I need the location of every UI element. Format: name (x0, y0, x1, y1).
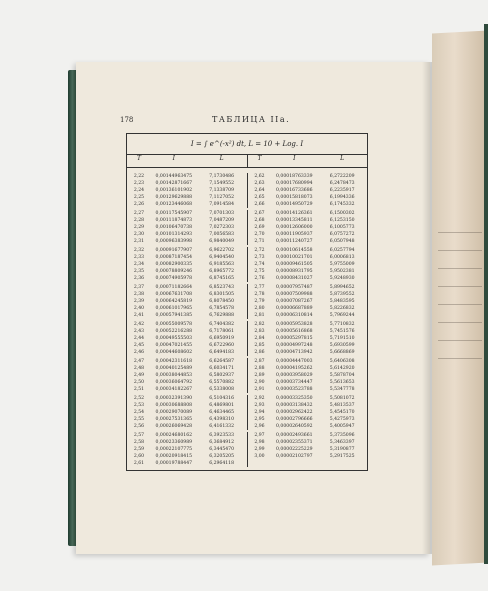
table-cell: 2,29 (133, 225, 145, 230)
table-cell: 6,4161332 (209, 424, 235, 429)
table-cell: 2,66 (247, 201, 272, 208)
table-cell: 2,78 (247, 291, 272, 298)
table-row (127, 261, 367, 268)
table-cell: 5,2917525 (329, 454, 355, 459)
table-cell: 0,00002796666 (276, 417, 313, 422)
table-cell: 0,00022107775 (155, 447, 193, 452)
table-cell: 6,3923533 (209, 433, 235, 438)
table-row (127, 210, 367, 217)
table-cell: 0,00004997248 (276, 343, 313, 348)
table-row (127, 247, 367, 254)
table-cell: 0,00018763339 (276, 174, 313, 179)
table-cell: 6,1500302 (329, 211, 355, 216)
table-cell: 5,8483595 (329, 299, 355, 304)
table-cell: 5,5878704 (329, 373, 355, 378)
table-cell: 0,00004195262 (276, 366, 313, 371)
table-cell: 2,82 (247, 321, 272, 328)
table-row (127, 284, 367, 291)
table-row (127, 349, 367, 356)
table-row (127, 395, 367, 402)
table-cell: 6,8523743 (209, 285, 235, 290)
table-cell: 0,00067631708 (155, 292, 193, 297)
table-cell: 2,71 (247, 238, 272, 245)
table-row (127, 275, 367, 282)
table-cell: 0,00036064792 (155, 380, 193, 385)
table-cell: 2,57 (133, 433, 145, 438)
table-cell: 2,43 (133, 329, 145, 334)
table-cell: 6,0757272 (329, 232, 355, 237)
column-header: T (247, 155, 272, 167)
table-cell: 0,00014126361 (276, 211, 313, 216)
table-cell: 0,00011240727 (276, 239, 313, 244)
table-cell: 7,1338709 (209, 188, 235, 193)
table-cell: 2,26 (133, 202, 145, 207)
table-row (127, 358, 367, 365)
table-row (127, 386, 367, 393)
table-cell: 5,3190877 (329, 447, 355, 452)
table-cell: 2,93 (247, 402, 272, 409)
table-cell: 0,00026069428 (155, 424, 193, 429)
table-cell: 0,00049555503 (155, 336, 193, 341)
table-cell: 0,00003734447 (276, 380, 313, 385)
table-cell: 6,2235917 (329, 188, 355, 193)
table-cell: 2,48 (133, 366, 145, 371)
table-row (127, 173, 367, 180)
table-cell: 2,45 (133, 343, 145, 348)
table-cell: 5,4005947 (329, 424, 355, 429)
table-cell: 2,74 (247, 261, 272, 268)
table-cell: 6,0006813 (329, 255, 355, 260)
table-cell: 2,64 (247, 187, 272, 194)
table-row (127, 460, 367, 467)
table-cell: 2,44 (133, 336, 145, 341)
table-cell (247, 460, 272, 467)
table-cell: 6,4398310 (209, 417, 235, 422)
table-cell: 0,00013345811 (276, 218, 313, 223)
table-cell: 0,00030688808 (155, 403, 193, 408)
table-cell: 6,6494183 (209, 350, 235, 355)
table-cell: 5,8226832 (329, 306, 355, 311)
table-cell: 2,75 (247, 268, 272, 275)
table-cell: 6,0257794 (329, 248, 355, 253)
table-cell: 2,49 (133, 373, 145, 378)
table-cell: 2,37 (133, 285, 145, 290)
table-cell: 0,00111874873 (155, 218, 193, 223)
table-cell: 7,0056583 (209, 232, 235, 237)
table-cell: 0,00015818073 (276, 195, 313, 200)
table-cell: 7,1549552 (209, 181, 235, 186)
table-cell: 2,27 (133, 211, 145, 216)
table-cell: 0,00027531365 (155, 417, 193, 422)
table-row (127, 231, 367, 238)
table-cell: 0,00012606000 (276, 225, 313, 230)
table-cell: 6,7178061 (209, 329, 235, 334)
table-cell: 2,85 (247, 342, 272, 349)
table-cell: 0,00005297815 (276, 336, 313, 341)
table-cell: 5,4545170 (329, 410, 355, 415)
table-row (127, 365, 367, 372)
table-cell: 0,00024680162 (155, 433, 193, 438)
table-cell: 2,52 (133, 396, 145, 401)
table-row (127, 402, 367, 409)
table-cell: 5,6668869 (329, 350, 355, 355)
table-cell: 0,00044608602 (155, 350, 193, 355)
table-row (127, 328, 367, 335)
table-cell: 0,00002102797 (276, 454, 313, 459)
table-cell: 2,56 (133, 424, 145, 429)
table-cell: 0,00002493661 (276, 433, 313, 438)
table-cell: 2,54 (133, 410, 145, 415)
table-cell: 0,00055009578 (155, 322, 193, 327)
table-cell: 2,87 (247, 358, 272, 365)
table-cell: 5,3735096 (329, 433, 355, 438)
table-cell: 0,00101314293 (155, 232, 193, 237)
table-cell: 6,2722209 (329, 174, 355, 179)
table-cell: 0,00003958029 (276, 373, 313, 378)
table-cell: 5,9248930 (329, 276, 355, 281)
table-cell: 0,00117545907 (155, 211, 193, 216)
table-cell: 6,9185563 (209, 262, 235, 267)
table-cell: 0,00029070089 (155, 410, 193, 415)
table-cell: 5,7710832 (329, 322, 355, 327)
table-cell: 6,8078450 (209, 299, 235, 304)
table-cell: 0,00011905937 (276, 232, 313, 237)
table-cell: 2,68 (247, 217, 272, 224)
table-cell: 2,88 (247, 365, 272, 372)
table-cell: 2,67 (247, 210, 272, 217)
table-cell: 5,9755009 (329, 262, 355, 267)
table-cell (271, 460, 317, 467)
column-header: L (340, 155, 345, 162)
table-row (127, 268, 367, 275)
table-cell: 2,92 (247, 395, 272, 402)
table-cell: 0,00023360989 (155, 440, 193, 445)
table-cell: 0,00006310814 (276, 313, 313, 318)
table-cell: 6,5570882 (209, 380, 235, 385)
table-cell: 6,7854578 (209, 306, 235, 311)
right-page-text-lines (438, 232, 482, 372)
table-cell: 2,97 (247, 432, 272, 439)
table-cell: 6,7404382 (209, 322, 235, 327)
table-cell: 0,00007509988 (276, 292, 313, 297)
table-cell: 2,69 (247, 224, 272, 231)
table-cell: 6,2478473 (329, 181, 355, 186)
table-cell: 0,00005953828 (276, 322, 313, 327)
table-cell: 0,00008931795 (276, 269, 313, 274)
table-cell: 0,00136101902 (155, 188, 193, 193)
table-cell: 5,7969244 (329, 313, 355, 318)
table-cell: 0,00057941385 (155, 313, 193, 318)
table-cell: 7,0914584 (209, 202, 235, 207)
table-row (127, 194, 367, 201)
table-cell: 5,6930599 (329, 343, 355, 348)
table-cell: 2,83 (247, 328, 272, 335)
table-cell: 6,9404540 (209, 255, 235, 260)
table-row (127, 217, 367, 224)
table-row (127, 453, 367, 460)
book-cover-right (484, 24, 488, 564)
table-cell: 0,00004713942 (276, 350, 313, 355)
table-cell: 6,3205205 (209, 454, 235, 459)
table-cell: 0,00014950729 (276, 202, 313, 207)
table-cell: 2,80 (247, 305, 272, 312)
table-row (127, 439, 367, 446)
table-cell: 0,00016733686 (276, 188, 313, 193)
table-cell: 2,23 (133, 181, 145, 186)
table-header-row (127, 155, 367, 168)
page-title: ТАБЛИЦА IIa. (212, 115, 291, 124)
table-row (127, 416, 367, 423)
table-cell: 7,1730486 (209, 174, 235, 179)
table-cell: 2,33 (133, 255, 145, 260)
table-cell: 5,6142920 (329, 366, 355, 371)
table-cell: 5,5613653 (329, 380, 355, 385)
table-cell: 5,7191510 (329, 336, 355, 341)
table-cell: 6,5104316 (209, 396, 235, 401)
table-cell: 0,00040125489 (155, 366, 193, 371)
table-cell: 2,65 (247, 194, 272, 201)
table-cell: 0,00047021455 (155, 343, 193, 348)
table-cell: 2,34 (133, 262, 145, 267)
table-cell: 2,35 (133, 269, 145, 274)
table-row (127, 446, 367, 453)
table-cell: 0,00019788447 (155, 461, 193, 466)
table-cell: 2,63 (247, 180, 272, 187)
table-cell: 0,00074905978 (155, 276, 193, 281)
table-cell: 0,00082900335 (155, 262, 193, 267)
table-cell: 0,00002225229 (276, 447, 313, 452)
table-row (127, 379, 367, 386)
table-cell: 2,72 (247, 247, 272, 254)
table-cell: 0,00091677907 (155, 248, 193, 253)
table-cell: 2,38 (133, 292, 145, 297)
table-cell: 0,00002962422 (276, 410, 313, 415)
table-cell: 5,4275973 (329, 417, 355, 422)
table-cell: 6,9622702 (209, 248, 235, 253)
table-cell: 0,00007957487 (276, 285, 313, 290)
table-cell: 2,90 (247, 379, 272, 386)
table-row (127, 321, 367, 328)
table-row (127, 180, 367, 187)
table-cell: 0,00061017965 (155, 306, 193, 311)
table-cell: 7,0487209 (209, 218, 235, 223)
table-cell: 6,4869801 (209, 403, 235, 408)
table-row (127, 224, 367, 231)
table-row (127, 305, 367, 312)
table-cell: 0,00002640592 (276, 424, 313, 429)
table-cell: 0,00106470738 (155, 225, 193, 230)
table-cell: 0,00004447003 (276, 359, 313, 364)
table-row (127, 372, 367, 379)
table-cell: 5,8739552 (329, 292, 355, 297)
column-header: L (219, 155, 224, 162)
table-cell: 2,46 (133, 350, 145, 355)
table-cell: 2,61 (133, 461, 145, 466)
table-row (127, 335, 367, 342)
table-cell: 0,00123446068 (155, 202, 193, 207)
table-cell: 2,55 (133, 417, 145, 422)
table-cell: 5,9502381 (329, 269, 355, 274)
table-cell: 6,5802937 (209, 373, 235, 378)
table-cell: 6,6034171 (209, 366, 235, 371)
page-number: 178 (120, 116, 134, 124)
table-cell: 0,00129629888 (155, 195, 193, 200)
table-cell: 6,1994336 (329, 195, 355, 200)
table-cell: 5,6406308 (329, 359, 355, 364)
table-cell: 2,36 (133, 276, 145, 281)
table-cell: 2,50 (133, 380, 145, 385)
table-cell: 0,00003138432 (276, 403, 313, 408)
table-row (127, 201, 367, 208)
table-cell: 7,0701303 (209, 211, 235, 216)
math-table (126, 133, 368, 471)
table-cell: 0,00009461505 (276, 262, 313, 267)
table-cell: 2,53 (133, 403, 145, 408)
table-row (127, 291, 367, 298)
table-cell: 2,31 (133, 239, 145, 244)
column-header: I (293, 155, 296, 162)
table-cell: 6,3684912 (209, 440, 235, 445)
table-cell: 6,9840049 (209, 239, 235, 244)
table-cell: 6,7629888 (209, 313, 235, 318)
table-cell: 0,00144963475 (155, 174, 193, 179)
table-cell: 0,00005616868 (276, 329, 313, 334)
table-cell: 2,30 (133, 232, 145, 237)
table-cell: 2,84 (247, 335, 272, 342)
table-row (127, 342, 367, 349)
table-cell: 6,8301505 (209, 292, 235, 297)
table-cell: 2,86 (247, 349, 272, 356)
table-cell: 0,00032391390 (155, 396, 193, 401)
table-cell: 0,00006687889 (276, 306, 313, 311)
table-cell: 2,89 (247, 372, 272, 379)
table-cell: 0,00002355371 (276, 440, 313, 445)
table-cell: 2,60 (133, 454, 145, 459)
table-cell: 2,81 (247, 312, 272, 319)
table-cell: 2,79 (247, 298, 272, 305)
table-cell: 0,00020918415 (155, 454, 193, 459)
column-header: I (172, 155, 175, 162)
table-cell: 0,00064245819 (155, 299, 193, 304)
table-cell: 2,32 (133, 248, 145, 253)
table-cell: 0,00017680994 (276, 181, 313, 186)
table-row (127, 423, 367, 430)
table-cell: 2,28 (133, 218, 145, 223)
table-cell: 6,8745165 (209, 276, 235, 281)
table-cell: 5,5347778 (329, 387, 355, 392)
table-cell: 0,00042311618 (155, 359, 193, 364)
table-row (127, 298, 367, 305)
table-cell: 0,00142871667 (155, 181, 193, 186)
table-cell: 2,42 (133, 322, 145, 327)
table-row (127, 187, 367, 194)
table-cell: 2,70 (247, 231, 272, 238)
table-cell: 2,24 (133, 188, 145, 193)
table-cell: 5,4813537 (329, 403, 355, 408)
table-cell: 6,2964118 (209, 461, 235, 466)
table-cell: 2,51 (133, 387, 145, 392)
table-cell: 2,77 (247, 284, 272, 291)
table-cell: 6,1005773 (329, 225, 355, 230)
table-cell: 6,4634465 (209, 410, 235, 415)
table-cell: 0,00010614558 (276, 248, 313, 253)
table-cell: 2,47 (133, 359, 145, 364)
table-cell: 0,00007087267 (276, 299, 313, 304)
table-cell: 6,8965772 (209, 269, 235, 274)
table-cell: 2,62 (247, 173, 272, 180)
table-cell: 6,5338008 (209, 387, 235, 392)
table-cell: 0,00003325350 (276, 396, 313, 401)
table-cell: 2,39 (133, 299, 145, 304)
table-cell: 7,0272303 (209, 225, 235, 230)
table-cell: 3,00 (247, 453, 272, 460)
table-row (127, 432, 367, 439)
table-cell: 0,00034182267 (155, 387, 193, 392)
table-cell: 2,58 (133, 440, 145, 445)
table-cell: 2,99 (247, 446, 272, 453)
table-cell: 0,00096383998 (155, 239, 193, 244)
table-cell: 6,0507948 (329, 239, 355, 244)
table-cell: 0,00010021701 (276, 255, 313, 260)
table-cell: 2,94 (247, 409, 272, 416)
table-cell: 0,00078809246 (155, 269, 193, 274)
table-cell: 6,3445470 (209, 447, 235, 452)
table-cell: 6,6950919 (209, 336, 235, 341)
column-header: T (136, 155, 141, 162)
table-cell: 2,73 (247, 254, 272, 261)
table-cell: 2,76 (247, 275, 272, 282)
table-cell: 0,00003523788 (276, 387, 313, 392)
table-row (127, 312, 367, 319)
table-cell: 2,22 (133, 174, 145, 179)
table-cell: 2,96 (247, 423, 272, 430)
table-cell: 6,6264587 (209, 359, 235, 364)
table-cell: 0,00008431027 (276, 276, 313, 281)
table-formula: I = ∫ e^(-x²) dt, L = 10 + Log. I (127, 134, 367, 155)
table-cell (317, 460, 367, 467)
table-cell: 2,40 (133, 306, 145, 311)
table-body (127, 168, 367, 467)
table-cell: 2,25 (133, 195, 145, 200)
table-cell: 7,1127052 (209, 195, 235, 200)
table-cell: 6,6722960 (209, 343, 235, 348)
table-cell: 6,1253150 (329, 218, 355, 223)
table-cell: 2,91 (247, 386, 272, 393)
table-cell: 2,98 (247, 439, 272, 446)
table-cell: 0,00038044853 (155, 373, 193, 378)
table-cell: 2,59 (133, 447, 145, 452)
table-cell: 5,5081072 (329, 396, 355, 401)
table-cell: 5,8994652 (329, 285, 355, 290)
table-cell: 6,1745332 (329, 202, 355, 207)
table-cell: 5,7451576 (329, 329, 355, 334)
table-cell: 2,95 (247, 416, 272, 423)
table-cell: 0,00052216288 (155, 329, 193, 334)
table-cell: 0,00087187454 (155, 255, 193, 260)
table-row (127, 409, 367, 416)
table-row (127, 254, 367, 261)
table-cell: 0,00071182664 (155, 285, 193, 290)
table-cell: 5,3463397 (329, 440, 355, 445)
table-cell: 2,41 (133, 313, 145, 318)
table-row (127, 238, 367, 245)
